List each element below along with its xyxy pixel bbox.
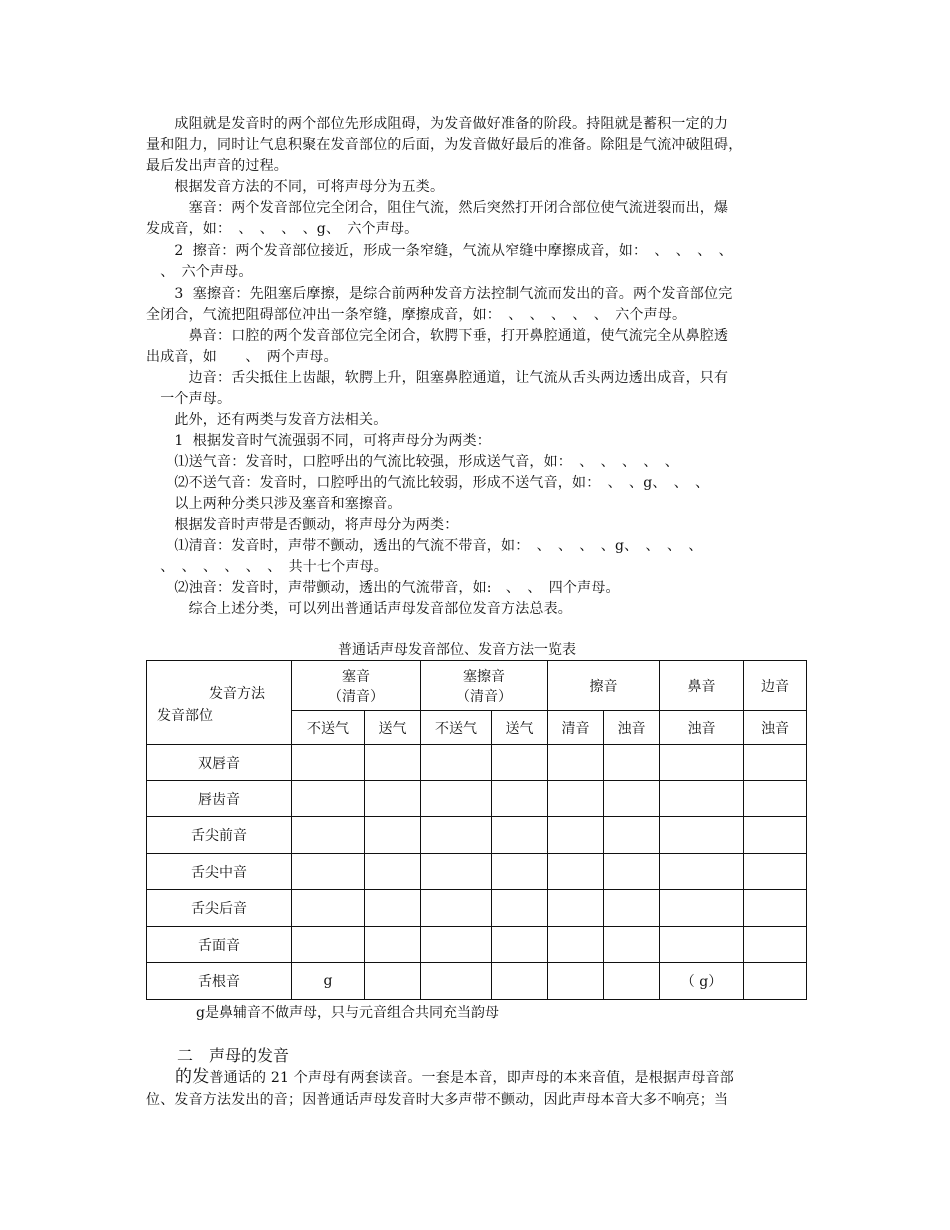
- row-label: 舌尖前音: [147, 817, 292, 854]
- table-cell: [604, 817, 660, 854]
- table-cell: [604, 745, 660, 781]
- table-footnote: g是鼻辅音不做声母，只与元音组合共同充当韵母: [196, 1005, 499, 1021]
- table-cell: [421, 854, 492, 890]
- paragraph-line: 一个声母。: [146, 391, 232, 407]
- paragraph-line: 1 根据发音时气流强弱不同，可将声母分为两类：: [146, 433, 492, 449]
- table-cell: [492, 745, 548, 781]
- paragraph-line: 量和阻力，同时让气息积聚在发音部位的后面，为发音做好最后的准备。除阻是气流冲破阻碍，: [146, 137, 743, 153]
- table-cell: [660, 927, 744, 963]
- table-cell: [660, 854, 744, 890]
- paragraph-line: 2 擦音：两个发音部位接近，形成一条窄缝，气流从窄缝中摩擦成音，如： 、 、 、 、: [146, 243, 733, 259]
- section-paragraph-text: 普通话的 21 个声母有两套读音。一套是本音，即声母的本来音值，是根据声母音部: [209, 1070, 734, 1086]
- table-row: [147, 890, 807, 927]
- paragraph-line: 以上两种分类只涉及塞音和塞擦音。: [146, 496, 402, 512]
- subheader-cell: 送气: [492, 711, 548, 745]
- table-cell: [292, 817, 365, 854]
- table-cell: [744, 781, 807, 817]
- corner-method-label: 发音方法: [209, 686, 265, 702]
- paragraph-line: 综合上述分类，可以列出普通话声母发音部位发音方法总表。: [146, 601, 572, 617]
- group-header-title: 塞音: [342, 668, 370, 685]
- table-cell: [744, 963, 807, 1000]
- paragraph-line: 全闭合，气流把阻碍部位冲出一条窄缝，摩擦成音，如： 、 、 、 、 、 六个声母。: [146, 307, 687, 323]
- paragraph-line: 此外，还有两类与发音方法相关。: [146, 412, 388, 428]
- table-row: [147, 854, 807, 890]
- group-header-subtitle: （清音）: [328, 688, 384, 705]
- table-cell: [492, 854, 548, 890]
- group-header: [292, 661, 421, 711]
- table-row: [147, 963, 807, 1000]
- paragraph-line: 鼻音：口腔的两个发音部位完全闭合，软腭下垂，打开鼻腔通道，使气流完全从鼻腔透: [146, 328, 729, 344]
- paragraph-line: ⑵不送气音：发音时，口腔呼出的气流比较弱，形成不送气音，如： 、 、g、 、 、: [146, 475, 710, 491]
- table-cell: [548, 854, 604, 890]
- subheader-cell: 不送气: [421, 711, 492, 745]
- table-cell: [604, 854, 660, 890]
- table-cell: [492, 817, 548, 854]
- table-cell: [292, 854, 365, 890]
- table-corner-cell: [147, 661, 292, 745]
- paragraph-line: 边音：舌尖抵住上齿龈，软腭上升，阻塞鼻腔通道，让气流从舌头两边透出成音，只有: [146, 370, 729, 386]
- paragraph-line: ⑴送气音：发音时，口腔呼出的气流比较强，形成送气音，如： 、 、 、 、 、: [146, 454, 679, 470]
- subheader-cell: 浊音: [744, 711, 807, 745]
- table-cell: [548, 927, 604, 963]
- table-cell: [365, 854, 421, 890]
- section-heading: 二 声母的发音: [177, 1046, 290, 1065]
- section-lead-text: 的发: [175, 1067, 210, 1087]
- table-row: [147, 817, 807, 854]
- table-cell: [421, 745, 492, 781]
- paragraph-line: 根据发音方法的不同，可将声母分为五类。: [146, 179, 445, 195]
- paragraph-line: 3 塞擦音：先阻塞后摩擦，是综合前两种发音方法控制气流而发出的音。两个发音部位完: [146, 286, 733, 302]
- group-header: 边音: [744, 661, 807, 711]
- group-header-subtitle: （清音）: [456, 688, 512, 705]
- table-cell: [365, 890, 421, 927]
- row-label: 舌根音: [147, 963, 292, 1000]
- subheader-cell: 不送气: [292, 711, 365, 745]
- subheader-cell: 浊音: [660, 711, 744, 745]
- table-cell: [660, 890, 744, 927]
- row-label: 舌面音: [147, 927, 292, 963]
- table-cell: [365, 817, 421, 854]
- table-cell: [548, 745, 604, 781]
- table-cell: [365, 781, 421, 817]
- table-row: [147, 745, 807, 781]
- table-cell: [548, 963, 604, 1000]
- table-cell: [292, 781, 365, 817]
- table-cell: [292, 745, 365, 781]
- section-paragraph-line: 位、发音方法发出的音；因普通话声母发音时大多声带不颤动，因此声母本音大多不响亮；当: [146, 1092, 729, 1108]
- table-cell: [604, 927, 660, 963]
- table-cell: [744, 890, 807, 927]
- section-paragraph-line: [175, 1067, 734, 1088]
- table-cell: [548, 817, 604, 854]
- row-label: 双唇音: [147, 745, 292, 781]
- table-cell: [492, 890, 548, 927]
- table-cell: [492, 927, 548, 963]
- paragraph-line: ⑵浊音：发音时，声带颤动，透出的气流带音，如: 、 、 四个声母。: [146, 580, 620, 596]
- table-cell: [548, 781, 604, 817]
- table-row: [147, 927, 807, 963]
- paragraph-line: ⑴清音：发音时，声带不颤动，透出的气流不带音，如： 、 、 、 、g、 、 、 、: [146, 538, 703, 554]
- table-cell: [660, 781, 744, 817]
- paragraph-line: 、 六个声母。: [146, 264, 253, 280]
- paragraph-line: 发成音，如： 、 、 、 、g、 六个声母。: [146, 221, 419, 237]
- table-cell: [604, 963, 660, 1000]
- subheader-cell: 清音: [548, 711, 604, 745]
- row-label: 舌尖中音: [147, 854, 292, 890]
- row-label: 舌尖后音: [147, 890, 292, 927]
- table-caption: 普通话声母发音部位、发音方法一览表: [338, 642, 576, 658]
- table-cell: [292, 890, 365, 927]
- group-header: 鼻音: [660, 661, 744, 711]
- table-cell: [421, 963, 492, 1000]
- group-header-title: 塞擦音: [463, 668, 505, 685]
- table-cell: [744, 745, 807, 781]
- table-cell: [421, 781, 492, 817]
- table-cell: [292, 927, 365, 963]
- table-cell: [421, 817, 492, 854]
- table-cell: [492, 963, 548, 1000]
- corner-place-label: 发音部位: [157, 708, 213, 724]
- table-cell: [660, 745, 744, 781]
- table-cell: [365, 745, 421, 781]
- table-cell: [421, 927, 492, 963]
- table-row: [147, 781, 807, 817]
- table-cell: [365, 927, 421, 963]
- group-header: [421, 661, 548, 711]
- group-header: 擦音: [548, 661, 660, 711]
- paragraph-line: 根据发音时声带是否颤动，将声母分为两类：: [146, 517, 459, 533]
- table-cell: [744, 854, 807, 890]
- subheader-cell: 浊音: [604, 711, 660, 745]
- table-cell: g: [292, 963, 365, 1000]
- row-label: 唇齿音: [147, 781, 292, 817]
- table-cell: [744, 817, 807, 854]
- table-cell: [604, 890, 660, 927]
- table-cell: [604, 781, 660, 817]
- table-cell: [548, 890, 604, 927]
- initials-table: [146, 660, 807, 1000]
- paragraph-line: 成阻就是发音时的两个部位先形成阻碍，为发音做好准备的阶段。持阻就是蓄积一定的力: [146, 116, 729, 132]
- paragraph-line: 出成音，如 、 两个声母。: [146, 349, 338, 365]
- paragraph-line: 塞音：两个发音部位完全闭合，阻住气流，然后突然打开闭合部位使气流迸裂而出，爆: [146, 200, 729, 216]
- table-cell: [365, 963, 421, 1000]
- paragraph-line: 最后发出声音的过程。: [146, 158, 288, 174]
- paragraph-line: 、 、 、 、 、 、 共十七个声母。: [146, 559, 388, 575]
- table-cell: [492, 781, 548, 817]
- subheader-cell: 送气: [365, 711, 421, 745]
- table-cell: [660, 817, 744, 854]
- table-cell: （ g）: [660, 963, 744, 1000]
- table-cell: [744, 927, 807, 963]
- table-cell: [421, 890, 492, 927]
